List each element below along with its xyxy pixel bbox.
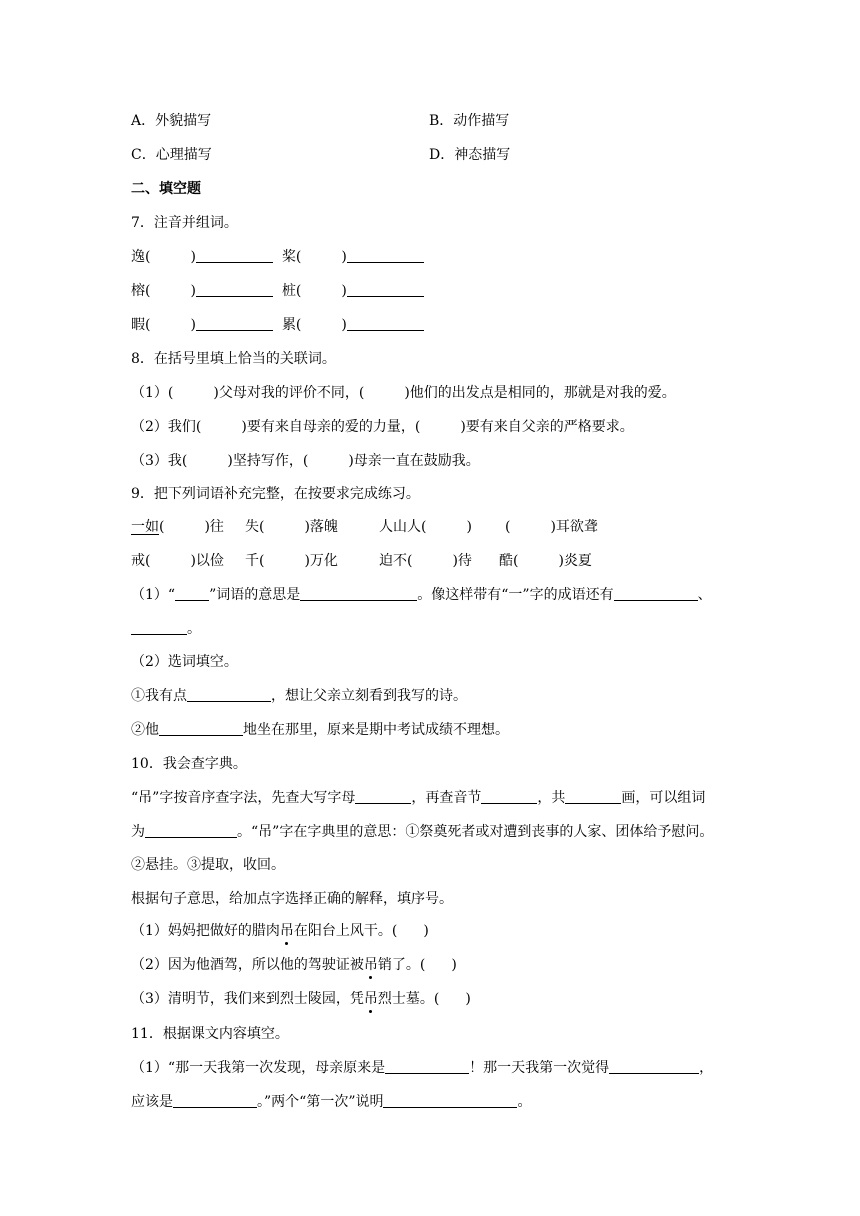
idiom-text: )往 [204,519,224,535]
q10-stem: 10．我会查字典。 [131,756,247,772]
q9-stem: 9．把下列词语补充完整，在按要求完成练习。 [131,486,420,502]
dotted-char: 吊 [363,957,378,973]
answer-blank[interactable] [159,720,243,736]
q11-sentence-1 [131,1058,713,1078]
q8-text: )父母对我的评价不同，( [213,385,365,401]
q9-sub2-item-1 [131,686,467,706]
idiom-text: )耳欲聋 [550,519,598,535]
idiom-text: ( [159,519,165,535]
q7-stem: 7．注音并组词。 [131,215,238,231]
idiom-item [131,517,245,537]
q8-text: )他们的出发点是相同的，那就是对我的爱。 [404,385,676,401]
q8-text: （1）( [131,385,174,401]
idiom-text: )落魄 [304,519,338,535]
q11-text: （1）“那一天我第一次发现，母亲原来是 [131,1060,386,1076]
q9-text: ②他 [131,722,159,738]
answer-blank[interactable] [614,585,698,601]
q7-paren: ) [341,317,347,333]
idiom-item [245,517,379,537]
answer-blank[interactable] [565,788,621,804]
q9-text: （1）“ [131,587,176,603]
idiom-text: )炎夏 [558,553,592,569]
q8-text: )母亲一直在鼓励我。 [348,453,480,469]
answer-blank[interactable] [347,247,424,263]
idiom-text: )万化 [304,553,338,569]
idiom-text: )待 [452,553,472,569]
q9-sub2-item-2 [131,720,509,740]
q9-sub1-cont [131,619,201,639]
q7-paren: ) [341,283,347,299]
idiom-item [379,517,505,537]
q10-instruction: 根据句子意思，给加点字选择正确的解释，填序号。 [131,891,453,907]
q7-char: 累( [281,317,302,333]
idiom-underlined: 一如 [131,519,159,535]
q10-sentence-2 [131,955,457,975]
q10-text: ，共 [537,790,566,806]
answer-blank[interactable] [187,686,271,702]
q10-text: 在阳台上风干。( [293,923,398,939]
option-c: C．心理描写 [131,147,212,163]
idiom-item [379,551,499,571]
idiom-text: 迫不( [379,553,413,569]
idiom-text: )以俭 [190,553,224,569]
answer-blank[interactable] [196,281,273,297]
q10-text: （1）妈妈把做好的腊肉 [131,923,280,939]
answer-blank[interactable] [196,247,273,263]
idiom-text: ) [466,519,472,535]
q9-text: ”词语的意思是 [209,587,301,603]
q10-text: 画，可以组词 [621,790,706,806]
answer-blank[interactable] [347,315,424,331]
option-a: A．外貌描写 [131,113,212,129]
answer-blank[interactable] [385,1058,469,1074]
q7-char: 暇( [131,317,151,333]
q8-sentence-2 [131,417,634,437]
answer-blank[interactable] [347,281,424,297]
idiom-item [245,551,379,571]
answer-blank[interactable] [175,585,209,601]
q9-text: 、 [697,587,712,603]
q11-text: 应该是 [131,1094,173,1110]
q10-para-1 [131,788,705,808]
idiom-item [499,551,592,571]
q9-text: 。 [187,621,201,637]
answer-blank[interactable] [609,1058,699,1074]
q9-text: 地坐在那里，原来是期中考试成绩不理想。 [243,722,509,738]
q9-text: 。像这样带有“一”字的成语还有 [417,587,614,603]
q9-sub1 [131,585,712,605]
q10-para-3: ②悬挂。③提取，收回。 [131,857,285,873]
q8-text: （3）我( [131,453,188,469]
q8-stem: 8．在括号里填上恰当的关联词。 [131,351,336,367]
answer-blank[interactable] [300,585,417,601]
q8-text: （2）我们( [131,419,202,435]
idiom-text: 千( [245,553,265,569]
q10-text: 销了。( [377,957,426,973]
q11-stem: 11．根据课文内容填空。 [131,1026,289,1042]
q11-sentence-1-cont [131,1092,531,1112]
q9-idiom-row-2 [131,551,592,571]
q9-text: ①我有点 [131,688,187,704]
q7-row [131,315,424,335]
q10-text: ) [451,957,457,973]
idiom-text: ( [505,519,511,535]
dotted-char: 吊 [279,923,294,939]
q11-text: ！那一天我第一次觉得 [469,1060,610,1076]
idiom-text: 失( [245,519,265,535]
q7-paren: ) [190,317,196,333]
section-title: 二、填空题 [131,181,201,197]
idiom-text: 酷( [499,553,519,569]
q10-para-2 [131,822,713,842]
q9-text: ，想让父亲立刻看到我写的诗。 [271,688,467,704]
q8-text: )要有来自父亲的严格要求。 [460,419,634,435]
q7-char: 桨( [281,249,302,265]
q10-text: ) [465,991,471,1007]
q8-text: )坚持写作，( [227,453,309,469]
q7-paren: ) [190,249,196,265]
q10-sentence-1 [131,921,429,941]
q10-text: 为 [131,824,145,840]
q7-paren: ) [190,283,196,299]
answer-blank[interactable] [145,822,237,838]
q11-text: 。”两个“第一次”说明 [257,1094,384,1110]
q7-char: 榕( [131,283,151,299]
q9-idiom-row-1 [131,517,598,537]
answer-blank[interactable] [355,788,411,804]
answer-blank[interactable] [383,1092,517,1108]
q8-sentence-3 [131,451,480,471]
q10-text: ，再查音节 [411,790,482,806]
q7-row [131,281,424,301]
idiom-text: 戒( [131,553,151,569]
q11-text: 。 [517,1094,532,1110]
idiom-item [131,551,245,571]
q10-text: 烈士墓。( [377,991,440,1007]
q7-paren: ) [341,249,347,265]
answer-blank[interactable] [131,619,187,635]
q8-sentence-1 [131,383,676,403]
idiom-text: 人山人( [379,519,427,535]
q10-sentence-3 [131,989,471,1009]
q10-text: 。“吊”字在字典里的意思：①祭奠死者或对遭到丧事的人家、团体给予慰问。 [237,824,714,840]
q10-text: “吊”字按音序查字法，先查大写字母 [131,790,356,806]
idiom-item [505,517,598,537]
q9-sub2: （2）选词填空。 [131,654,238,670]
answer-blank[interactable] [173,1092,257,1108]
q10-text: ) [423,923,429,939]
answer-blank[interactable] [481,788,537,804]
option-d: D．神态描写 [429,147,511,163]
q7-char: 桩( [281,283,302,299]
option-b: B．动作描写 [429,113,510,129]
q8-text: )要有来自母亲的爱的力量，( [241,419,421,435]
q10-text: （2）因为他酒驾，所以他的驾驶证被 [131,957,364,973]
q10-text: （3）清明节，我们来到烈士陵园，凭 [131,991,364,1007]
answer-blank[interactable] [196,315,273,331]
q7-row [131,247,424,267]
q7-char: 逸( [131,249,151,265]
dotted-char: 吊 [363,991,378,1007]
q11-text: ， [699,1060,714,1076]
